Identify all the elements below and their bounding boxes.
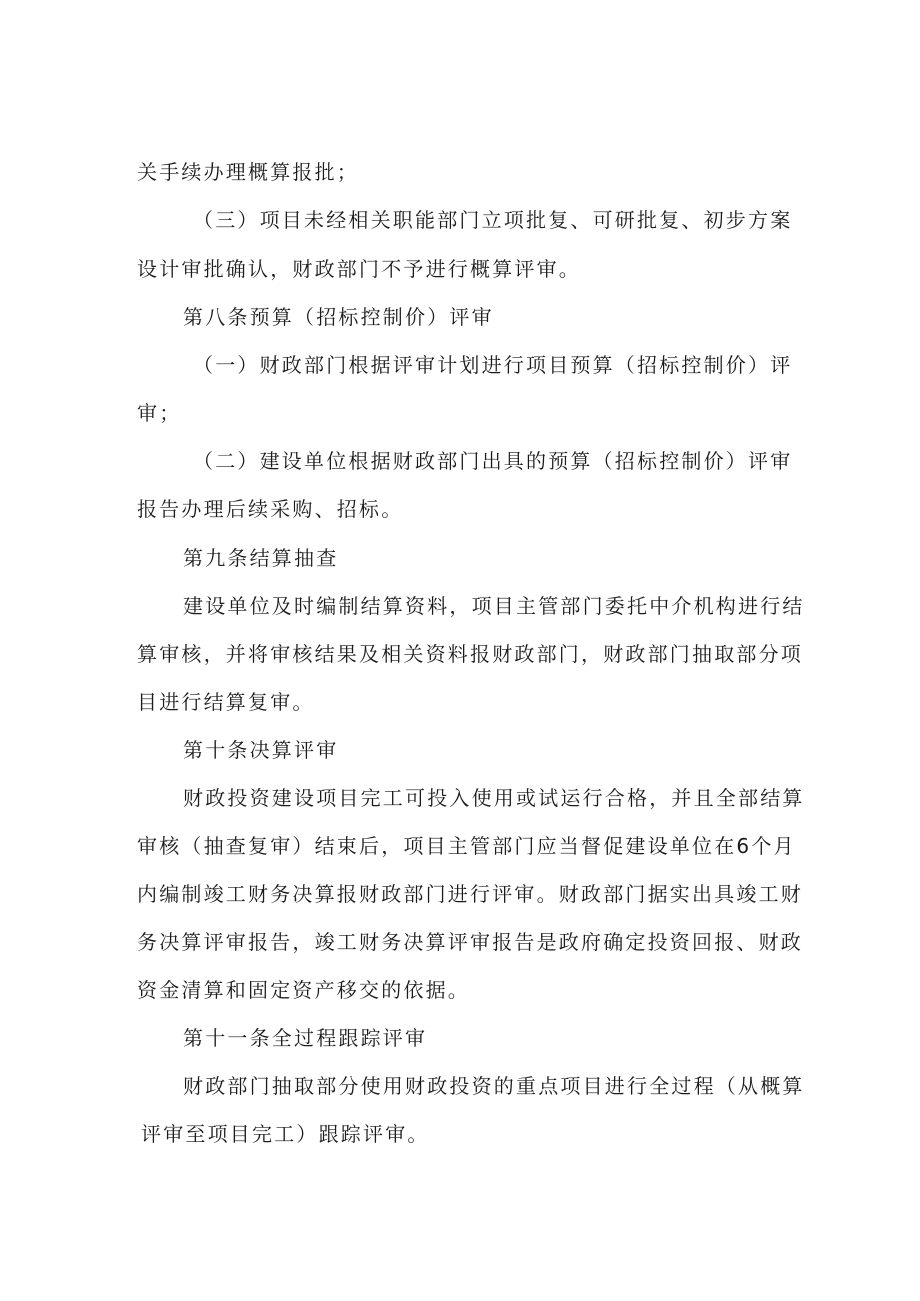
- text-line: 内编制竣工财务决算报财政部门进行评审。财政部门据实出具竣工财: [137, 882, 803, 906]
- text-line: 审；: [137, 401, 182, 425]
- text-line: 目进行结算复审。: [137, 690, 315, 714]
- section-heading: 第十一条全过程跟踪评审: [183, 1026, 428, 1050]
- text-line: 设计审批确认，财政部门不予进行概算评审。: [137, 257, 581, 281]
- text-line: 报告办理后续采购、招标。: [137, 497, 404, 521]
- text-line: （一）财政部门根据评审计划进行项目预算（招标控制价）评: [193, 353, 793, 377]
- text-line: （二）建设单位根据财政部门出具的预算（招标控制价）评审: [193, 449, 793, 473]
- text-line: 建设单位及时编制结算资料，项目主管部门委托中介机构进行结: [183, 594, 805, 618]
- text-line: （三）项目未经相关职能部门立项批复、可研批复、初步方案: [193, 208, 793, 232]
- text-line: 财政部门抽取部分使用财政投资的重点项目进行全过程（从概算: [183, 1074, 805, 1098]
- section-heading: 第九条结算抽查: [183, 546, 339, 570]
- section-heading: 第十条决算评审: [183, 738, 339, 762]
- text-line: 务决算评审报告，竣工财务决算评审报告是政府确定投资回报、财政: [137, 930, 803, 954]
- text-line: 财政投资建设项目完工可投入使用或试运行合格，并且全部结算: [183, 786, 805, 810]
- text-line: 算审核，并将审核结果及相关资料报财政部门，财政部门抽取部分项: [137, 642, 803, 666]
- section-heading: 第八条预算（招标控制价）评审: [183, 305, 494, 329]
- text-line: 关手续办理概算报批；: [137, 160, 359, 184]
- text-line: 评审至项目完工）跟踪评审。: [141, 1122, 430, 1146]
- text-line: 资金清算和固定资产移交的依据。: [137, 978, 470, 1002]
- text-line: 审核（抽查复审）结束后，项目主管部门应当督促建设单位在6个月: [137, 834, 796, 858]
